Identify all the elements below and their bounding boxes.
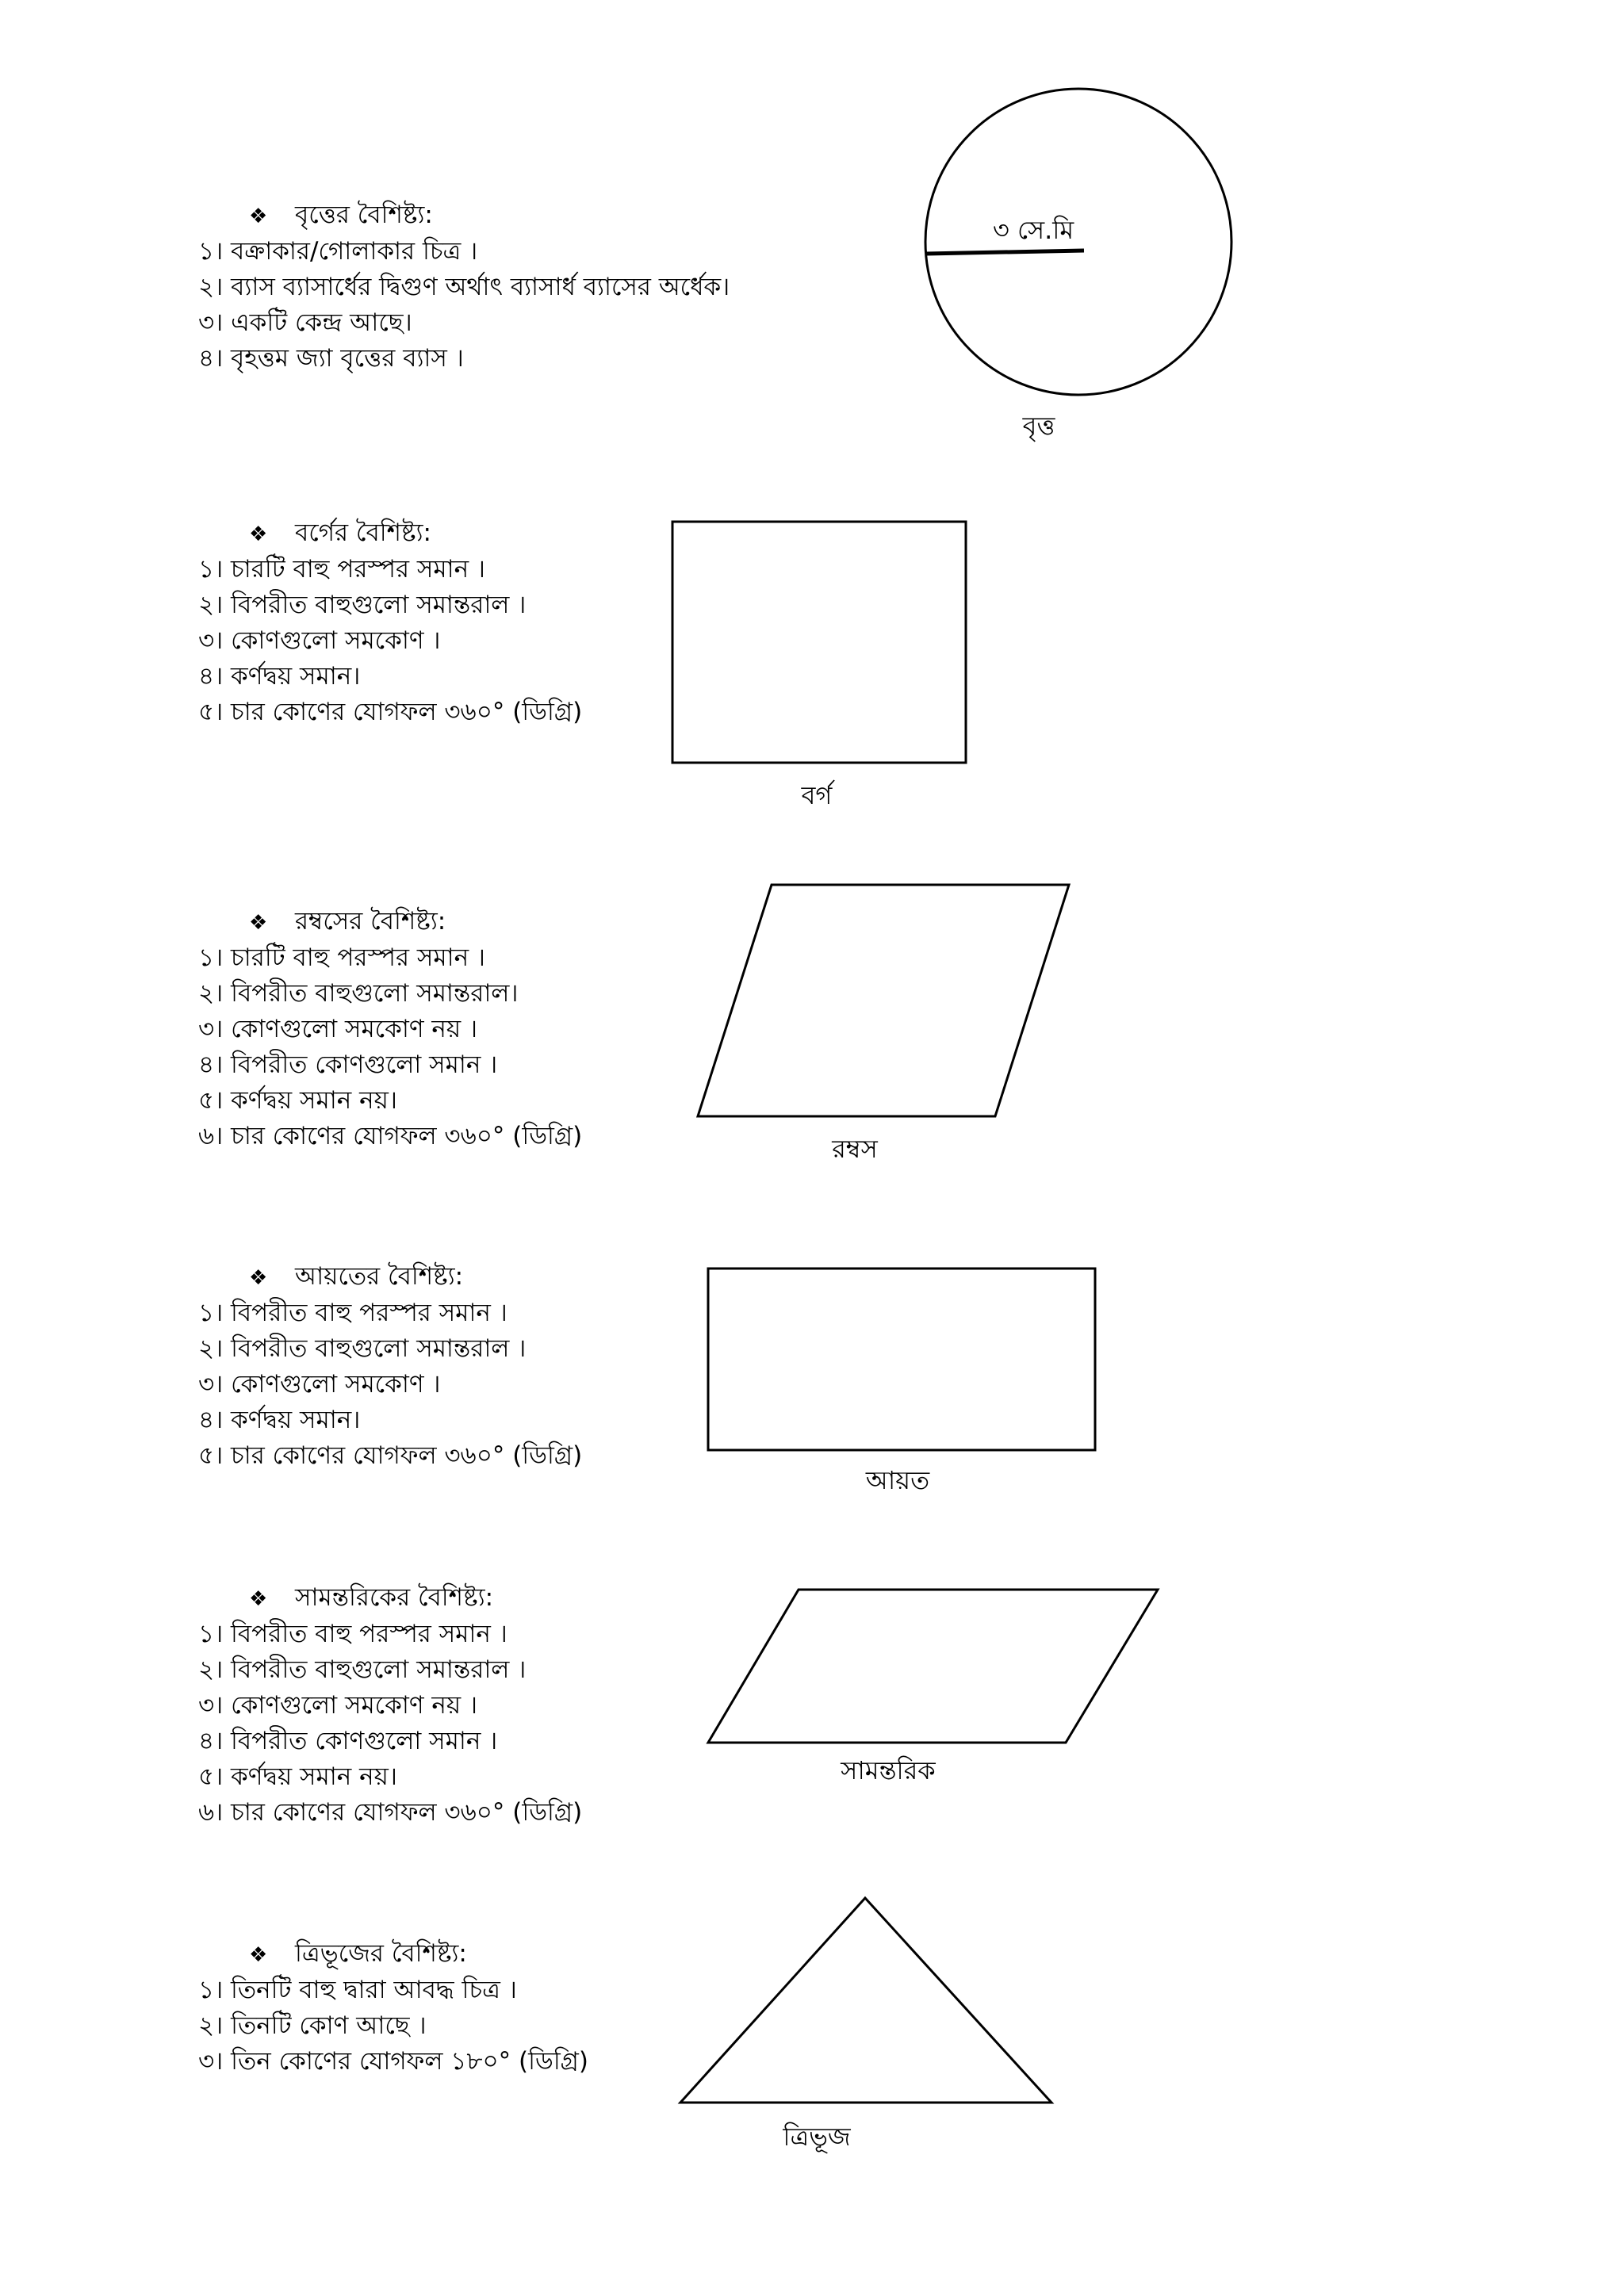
rectangle-line-3: ৩। কোণগুলো সমকোণ । — [198, 1370, 441, 1399]
parallelogram-caption: সামন্তরিক — [841, 1755, 936, 1785]
circle-caption: বৃত্ত — [1022, 411, 1055, 441]
square-title: বর্গের বৈশিষ্ট্য: — [295, 519, 431, 547]
square-line-3: ৩। কোণগুলো সমকোণ । — [198, 626, 441, 655]
circle-line-1: ১। বক্রাকার/গোলাকার চিত্র । — [198, 237, 478, 266]
circle-shape — [925, 89, 1231, 395]
circle-line-2: ২। ব্যাস ব্যাসার্ধের দ্বিগুণ অর্থাৎ ব্যাসার্ধ ব্যাসের অর্ধেক। — [198, 273, 730, 301]
parallelogram-line-1: ১। বিপরীত বাহু পরস্পর সমান । — [198, 1620, 508, 1648]
circle-radius-label: ৩ সে.মি — [993, 215, 1074, 245]
parallelogram-shape — [708, 1590, 1158, 1743]
square-line-2: ২। বিপরীত বাহুগুলো সমান্তরাল । — [198, 591, 527, 619]
rectangle-line-2: ২। বিপরীত বাহুগুলো সমান্তরাল । — [198, 1334, 527, 1363]
circle-section — [198, 199, 730, 377]
circle-line-4: ৪। বৃহত্তম জ্যা বৃত্তের ব্যাস । — [198, 344, 464, 373]
rectangle-line-5: ৫। চার কোণের যোগফল ৩৬০° (ডিগ্রি) — [198, 1441, 583, 1470]
triangle-line-1: ১। তিনটি বাহু দ্বারা আবদ্ধ চিত্র । — [198, 1976, 517, 2004]
square-section — [198, 517, 582, 730]
rhombus-section — [198, 905, 582, 1154]
rhombus-line-1: ১। চারটি বাহু পরস্পর সমান । — [198, 943, 486, 972]
rectangle-heading — [249, 1261, 582, 1295]
triangle-section — [198, 1938, 588, 2080]
parallelogram-title: সামন্তরিকের বৈশিষ্ট্য: — [295, 1583, 494, 1612]
rectangle-title: আয়তের বৈশিষ্ট্য: — [295, 1262, 464, 1291]
rhombus-line-2: ২। বিপরীত বাহুগুলো সমান্তরাল। — [198, 979, 519, 1008]
triangle-title: ত্রিভূজের বৈশিষ্ট্য: — [295, 1939, 467, 1968]
triangle-shape — [680, 1898, 1051, 2103]
square-shape — [672, 522, 966, 763]
triangle-line-2: ২। তিনটি কোণ আছে । — [198, 2011, 427, 2040]
parallelogram-line-2: ২। বিপরীত বাহুগুলো সমান্তরাল । — [198, 1655, 527, 1684]
square-line-5: ৫। চার কোণের যোগফল ৩৬০° (ডিগ্রি) — [198, 698, 583, 726]
rectangle-line-4: ৪। কর্ণদ্বয় সমান। — [198, 1406, 361, 1434]
rhombus-line-3: ৩। কোণগুলো সমকোণ নয় । — [198, 1015, 478, 1043]
rhombus-title: রম্বসের বৈশিষ্ট্য: — [295, 907, 446, 936]
triangle-caption: ত্রিভূজ — [783, 2122, 851, 2152]
rhombus-caption: রম্বস — [832, 1134, 878, 1164]
rhombus-shape — [698, 885, 1069, 1116]
parallelogram-line-5: ৫। কর্ণদ্বয় সমান নয়। — [198, 1762, 397, 1791]
square-caption: বর্গ — [801, 780, 833, 810]
parallelogram-heading — [249, 1582, 582, 1617]
parallelogram-line-4: ৪। বিপরীত কোণগুলো সমান । — [198, 1727, 498, 1755]
rhombus-heading — [249, 905, 582, 940]
bullet-icon: ❖ — [249, 911, 268, 935]
square-line-4: ৪। কর্ণদ্বয় সমান। — [198, 662, 361, 691]
circle-heading — [249, 199, 730, 234]
triangle-heading — [249, 1938, 588, 1973]
bullet-icon: ❖ — [249, 1266, 268, 1290]
circle-line-3: ৩। একটি কেন্দ্র আছে। — [198, 308, 412, 337]
rhombus-line-5: ৫। কর্ণদ্বয় সমান নয়। — [198, 1086, 397, 1115]
rhombus-line-6: ৬। চার কোণের যোগফল ৩৬০° (ডিগ্রি) — [198, 1122, 583, 1150]
square-line-1: ১। চারটি বাহু পরস্পর সমান । — [198, 555, 486, 584]
bullet-icon: ❖ — [249, 1587, 268, 1611]
parallelogram-section — [198, 1582, 582, 1831]
rhombus-line-4: ৪। বিপরীত কোণগুলো সমান । — [198, 1050, 498, 1079]
circle-title: বৃত্তের বৈশিষ্ট্য: — [295, 201, 433, 229]
rectangle-line-1: ১। বিপরীত বাহু পরস্পর সমান । — [198, 1299, 508, 1327]
square-heading — [249, 517, 582, 552]
rectangle-caption: আয়ত — [865, 1465, 930, 1495]
bullet-icon: ❖ — [249, 522, 268, 546]
parallelogram-line-6: ৬। চার কোণের যোগফল ৩৬০° (ডিগ্রি) — [198, 1798, 583, 1827]
rectangle-section — [198, 1261, 582, 1474]
rectangle-shape — [708, 1269, 1095, 1450]
triangle-line-3: ৩। তিন কোণের যোগফল ১৮০° (ডিগ্রি) — [198, 2047, 588, 2076]
bullet-icon: ❖ — [249, 205, 268, 228]
parallelogram-line-3: ৩। কোণগুলো সমকোণ নয় । — [198, 1691, 478, 1720]
bullet-icon: ❖ — [249, 1943, 268, 1967]
